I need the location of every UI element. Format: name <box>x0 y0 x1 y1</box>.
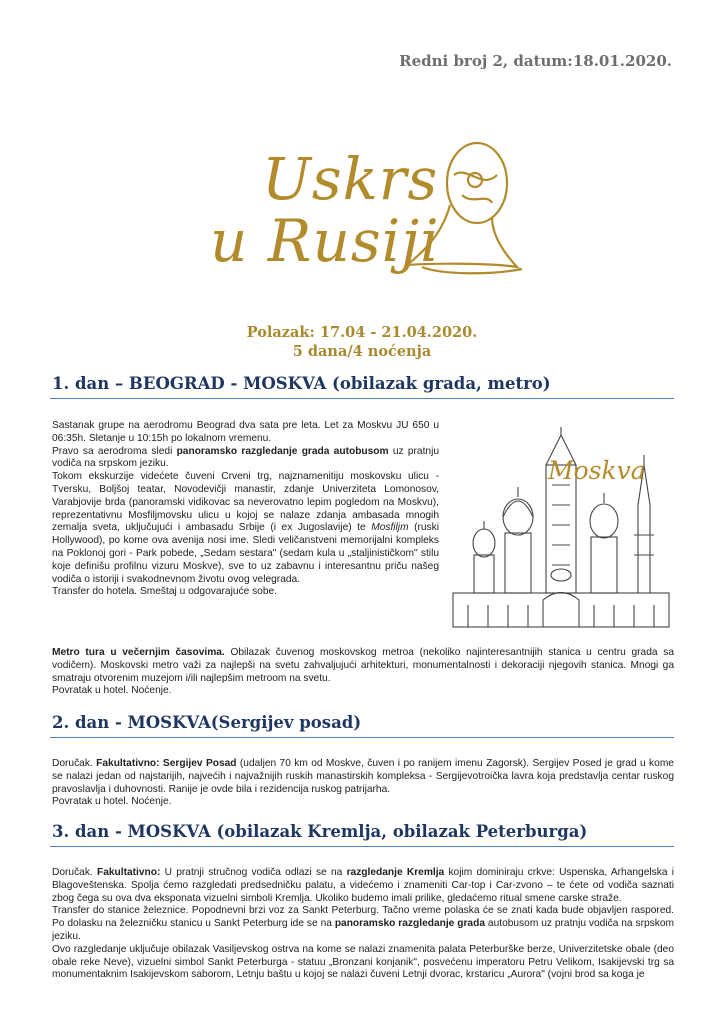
day-1-text-e: (ruski Hollywood), po kome ova avenija nosi ime. Sledi veličanstveni memorijalni kompleks na Poklonoj gori - Park pobede, „Sedam sestara" (sedam kula u „staljinističkom" stilu koje definišu profilnu vizuru Moskve), sve to uz zabavnu i interesantnu priču našeg vodiča o istoriji i svakodnevnom životu ovog velegrada. <box>52 522 439 585</box>
departure-dates: Polazak: 17.04 - 21.04.2020. <box>246 324 478 341</box>
day-1-title: 1. dan – BEOGRAD - MOSKVA (obilazak grada, metro) <box>52 374 551 393</box>
day-3-divider <box>50 846 674 847</box>
day-3-text-e: Ovo razgledanje uključuje obilazak Vasiljevskog ostrva na kome se nalazi znamenita palata Peterburške berze, Univerzitetske obale (deo obale reke Neve), vizuelni simbol Sankt Peterburga - statuu „Bronzani konjanik", posvećenu imperatoru Petru Velikom, Isakijevski trg sa monumentaknim Isakijevskom saborom, Letnju baštu u kojoj se nalazi čuveni Letnji dvorac, krstaricu „Aurora" (vojni brod sa koga je <box>52 943 674 981</box>
day-1-divider <box>50 398 674 399</box>
day-3-panorama-bold: panoramsko razgledanje grada <box>334 918 485 930</box>
metro-tour-text: Obilazak čuvenog moskovskog metroa (nekoliko najinteresantnijih stanica u centru grada sa vodičem). Moskovski metro važi za najlepši na svetu zahvaljujući arhitekturi, monumentalnosti i dekoraciji njegovih stanica. Mnogi ga smatraju otvorenim muzejom i/ili najlepšim metroom na svetu. <box>52 647 674 684</box>
day-1-text-d: Tokom ekskurzije videćete čuveni Crveni trg, najznamenitiju moskovsku ulicu - Tversku, Boljšoj teatar, Novodevičji manastir, zdanje Univerziteta Lomonosov, Varabjovije brda (panoramski vidikovac sa neverovatno lepim pogledom na Moskvu), reprezentativnu Mosfiljmovsku ulicu u kojoj se nalaze zdanja ambasada mnogih zemalja sveta, uključujući i ambasadu Srbije (i ex Jugoslavije) te <box>52 471 439 534</box>
day-1-bold-panorama: panoramsko razgledanje grada autobusom <box>176 445 389 457</box>
day-1-text-c: uz pratnju vodiča na srpskom jeziku. <box>52 445 439 470</box>
day-1-text-b: Pravo sa aerodroma sledi <box>52 445 177 457</box>
day-2-text <box>52 758 674 809</box>
day-2-optional: Fakultativno: Sergijev Posad <box>96 758 237 769</box>
day-3-optional: Fakultativno: <box>97 867 161 878</box>
document-reference: Redni broj 2, datum:18.01.2020. <box>399 52 672 70</box>
day-2-body: (udaljen 70 km od Moskve, čuven i po ranijem imenu Zagorsk). Sergijev Posed je grad u kome se nalazi jedan od najstarijih, najvećih i najvažnijih ruskih manastirskih kompleksa - Sergijevotroička lavra koja predstavlja centar ruskog pravoslavlja i duhovnosti. Ranije je ovde bila i rezidencija ruskog patrijarha. <box>52 758 674 795</box>
metro-tour-bold: Metro tura u večernjim časovima. <box>52 647 225 658</box>
day-3-kremlin-bold: razgledanje Kremlja <box>346 867 445 878</box>
trip-duration: 5 dana/4 noćenja <box>292 343 432 360</box>
day-2-divider <box>50 737 674 738</box>
day-1-text-a: Sastanak grupe na aerodromu Beograd dva sata pre leta. Let za Moskvu JU 650 u 06:35h. Sletanje u 10:15h po lokalnom vremenu. <box>52 420 439 444</box>
day-1-mosfilm: Mosfiljm <box>371 522 409 534</box>
day-3-text-c: Transfer do stanice železnice. Popodnevni brzi voz za Sankt Peterburg. Tačno vreme polaska će se znati kada bude objavljen raspored. Po dolasku na železničku stanicu u Sankt Peterburg ide se na <box>52 905 674 930</box>
day-3-text-b: kojim dominiraju crkve: Uspenska, Arhangelska i Blagoveštenska. Spolja ćemo razgledati predsedničku palatu, a videćemo i znameniti Car-top i Car-zvono – te ćete od vodiča saznati zbog čega su ova dva eksponata vizuelni simboli Kremlja. Ukoliko budemo imali prilike, gledaćemo ritual smene carske straže. <box>52 867 674 904</box>
day-1-text-f: Transfer do hotela. Smeštaj u odgovarajuće sobe. <box>52 586 278 598</box>
day-2-breakfast: Doručak. <box>52 758 97 769</box>
day-3-breakfast: Doručak. <box>52 867 97 878</box>
day-3-text <box>52 867 674 982</box>
logo-line-2: u Rusiji <box>210 207 440 275</box>
day-3-text-d: autobusom uz pratnju vodiča na srpskom jeziku. <box>52 918 674 942</box>
day-3-text-a: U pratnji stručnog vodiča odlazi se na <box>160 867 347 878</box>
day-1-intro <box>52 420 439 599</box>
day-2-return: Povratak u hotel. Noćenje. <box>52 796 172 808</box>
day-3-title: 3. dan - MOSKVA (obilazak Kremlja, obilazak Peterburga) <box>52 822 588 841</box>
moskva-caption: Moskva <box>548 456 646 485</box>
day-1-metro <box>52 647 674 698</box>
day-2-title: 2. dan - MOSKVA(Sergijev posad) <box>52 713 362 732</box>
day-1-return: Povratak u hotel. Noćenje. <box>52 685 172 697</box>
logo-line-1: Uskrs <box>262 145 439 213</box>
